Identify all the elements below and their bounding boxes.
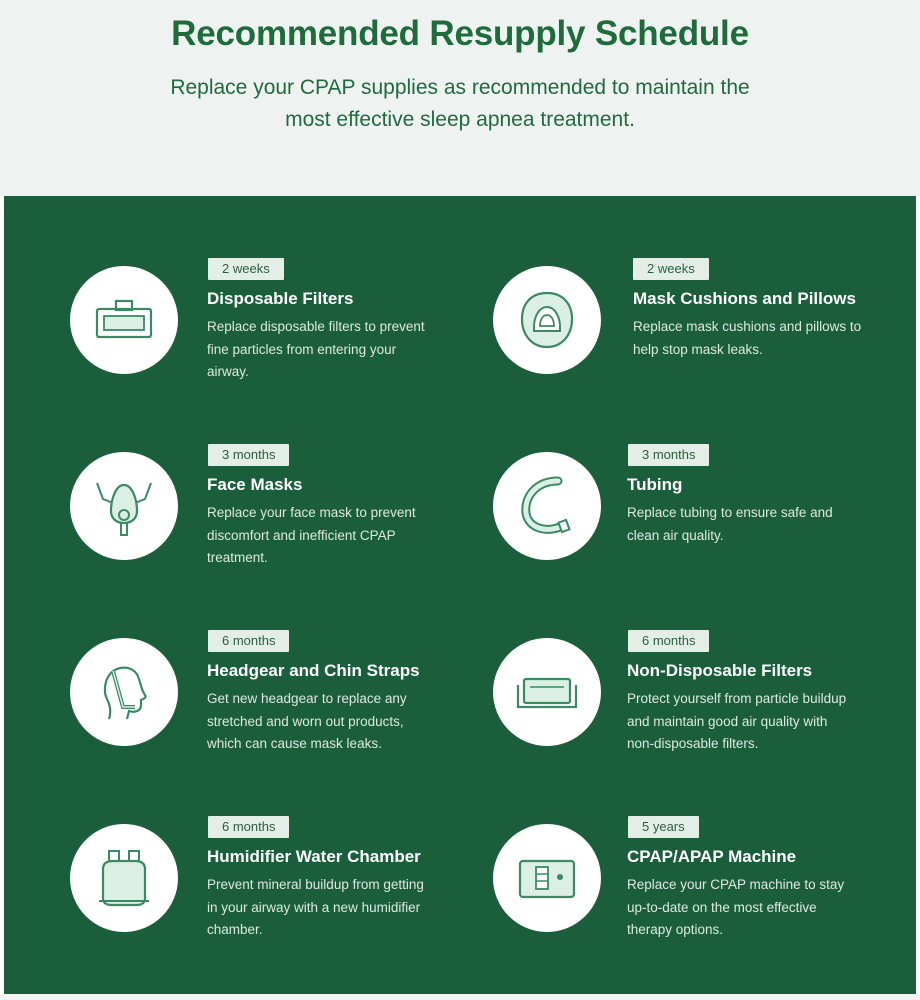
- schedule-item-mask-cushions: [493, 261, 913, 416]
- interval-badge: 6 months: [208, 816, 289, 838]
- interval-badge: 6 months: [628, 630, 709, 652]
- item-description: Replace mask cushions and pillows to help stop mask leaks.: [633, 319, 862, 357]
- icon-circle: [493, 638, 601, 746]
- icon-circle: [493, 452, 601, 560]
- item-description: Replace tubing to ensure safe and clean air quality.: [627, 505, 833, 543]
- water-chamber-icon: [89, 843, 159, 913]
- mask-cushion-icon: [512, 285, 582, 355]
- icon-circle: [70, 824, 178, 932]
- bottom-strip: [0, 994, 920, 1000]
- tubing-icon: [512, 471, 582, 541]
- icon-circle: [493, 266, 601, 374]
- item-title: Headgear and Chin Straps: [207, 661, 420, 680]
- header: [0, 0, 920, 196]
- schedule-item-non-disposable-filters: [493, 633, 913, 788]
- item-title: Humidifier Water Chamber: [207, 847, 421, 866]
- interval-badge: 3 months: [628, 444, 709, 466]
- icon-circle: [70, 266, 178, 374]
- schedule-item-headgear: [70, 633, 490, 788]
- schedule-item-water-chamber: [70, 819, 490, 974]
- item-description: Replace disposable filters to prevent fine particles from entering your airway.: [207, 319, 425, 379]
- item-title: Mask Cushions and Pillows: [633, 289, 856, 308]
- schedule-item-cpap-machine: [493, 819, 913, 974]
- icon-circle: [70, 452, 178, 560]
- headgear-icon: [89, 657, 159, 727]
- item-title: Tubing: [627, 475, 683, 494]
- cpap-machine-icon: [512, 843, 582, 913]
- interval-badge: 2 weeks: [633, 258, 709, 280]
- face-mask-icon: [89, 471, 159, 541]
- icon-circle: [70, 638, 178, 746]
- icon-circle: [493, 824, 601, 932]
- schedule-item-tubing: [493, 447, 913, 602]
- page-title: Recommended Resupply Schedule: [171, 14, 749, 53]
- item-description: Replace your face mask to prevent discomfort and inefficient CPAP treatment.: [207, 505, 416, 565]
- item-description: Replace your CPAP machine to stay up-to-date on the most effective therapy options.: [627, 877, 845, 937]
- schedule-item-face-masks: [70, 447, 490, 602]
- page-subtitle: Replace your CPAP supplies as recommended to maintain the most effective sleep apnea treatment.: [170, 76, 750, 131]
- item-description: Get new headgear to replace any stretched and worn out products, which can cause mask leaks.: [207, 691, 407, 751]
- schedule-item-disposable-filters: [70, 261, 490, 416]
- item-description: Prevent mineral buildup from getting in your airway with a new humidifier chamber.: [207, 877, 424, 937]
- interval-badge: 6 months: [208, 630, 289, 652]
- item-description: Protect yourself from particle buildup and maintain good air quality with non-disposable filters.: [627, 691, 847, 751]
- interval-badge: 5 years: [628, 816, 699, 838]
- disposable-filter-icon: [89, 285, 159, 355]
- non-disposable-filter-icon: [512, 657, 582, 727]
- item-title: Disposable Filters: [207, 289, 354, 308]
- interval-badge: 2 weeks: [208, 258, 284, 280]
- item-title: Face Masks: [207, 475, 303, 494]
- item-title: Non-Disposable Filters: [627, 661, 813, 680]
- interval-badge: 3 months: [208, 444, 289, 466]
- item-title: CPAP/APAP Machine: [627, 847, 797, 866]
